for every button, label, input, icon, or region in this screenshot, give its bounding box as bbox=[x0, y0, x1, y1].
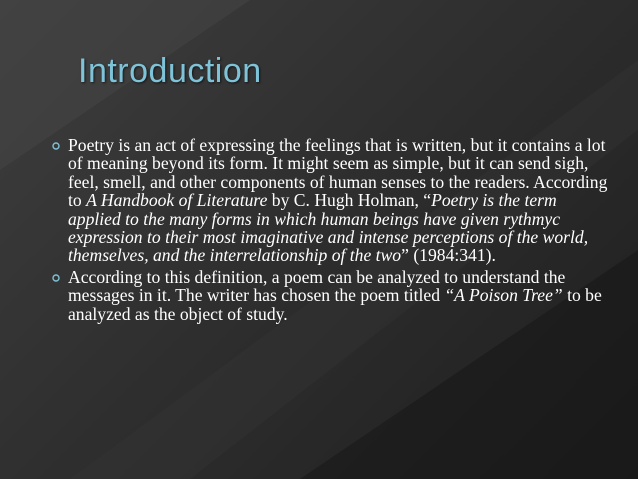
hollow-circle-bullet-icon bbox=[51, 268, 63, 286]
paragraph-2-text-b: to be analyzed as the object of study. bbox=[68, 285, 602, 324]
paragraph-2-text-a: According to this definition, a poem can be analyzed to understand the messages in it. The writer has chosen the poem titled bbox=[68, 266, 566, 306]
paragraph-1-text-a: Poetry is an act of expressing the feelings that is written, but it contains a lot of meaning beyond its form. It might seem as simple, but it can send sigh, feel, smell, and other components of human senses to the readers. According to bbox=[68, 135, 608, 211]
paragraph-2 bbox=[51, 268, 611, 323]
slide-title: Introduction bbox=[78, 52, 262, 90]
paragraph-1 bbox=[51, 136, 611, 265]
poem-title: “A Poison Tree” bbox=[444, 285, 563, 306]
book-title: A Handbook of Literature bbox=[86, 190, 268, 211]
hollow-circle-bullet-icon bbox=[51, 136, 63, 154]
definition-quote: Poetry is the term applied to the many forms in which human beings have given rythmyc expression to their most imaginative and intense perceptions of the world, themselves, and the interrelationship of the two bbox=[68, 190, 589, 266]
paragraph-1-text-c: ” (1984:341). bbox=[401, 245, 496, 266]
paragraph-1-text-b: by C. Hugh Holman, “ bbox=[267, 190, 432, 211]
slide-body bbox=[51, 136, 611, 323]
